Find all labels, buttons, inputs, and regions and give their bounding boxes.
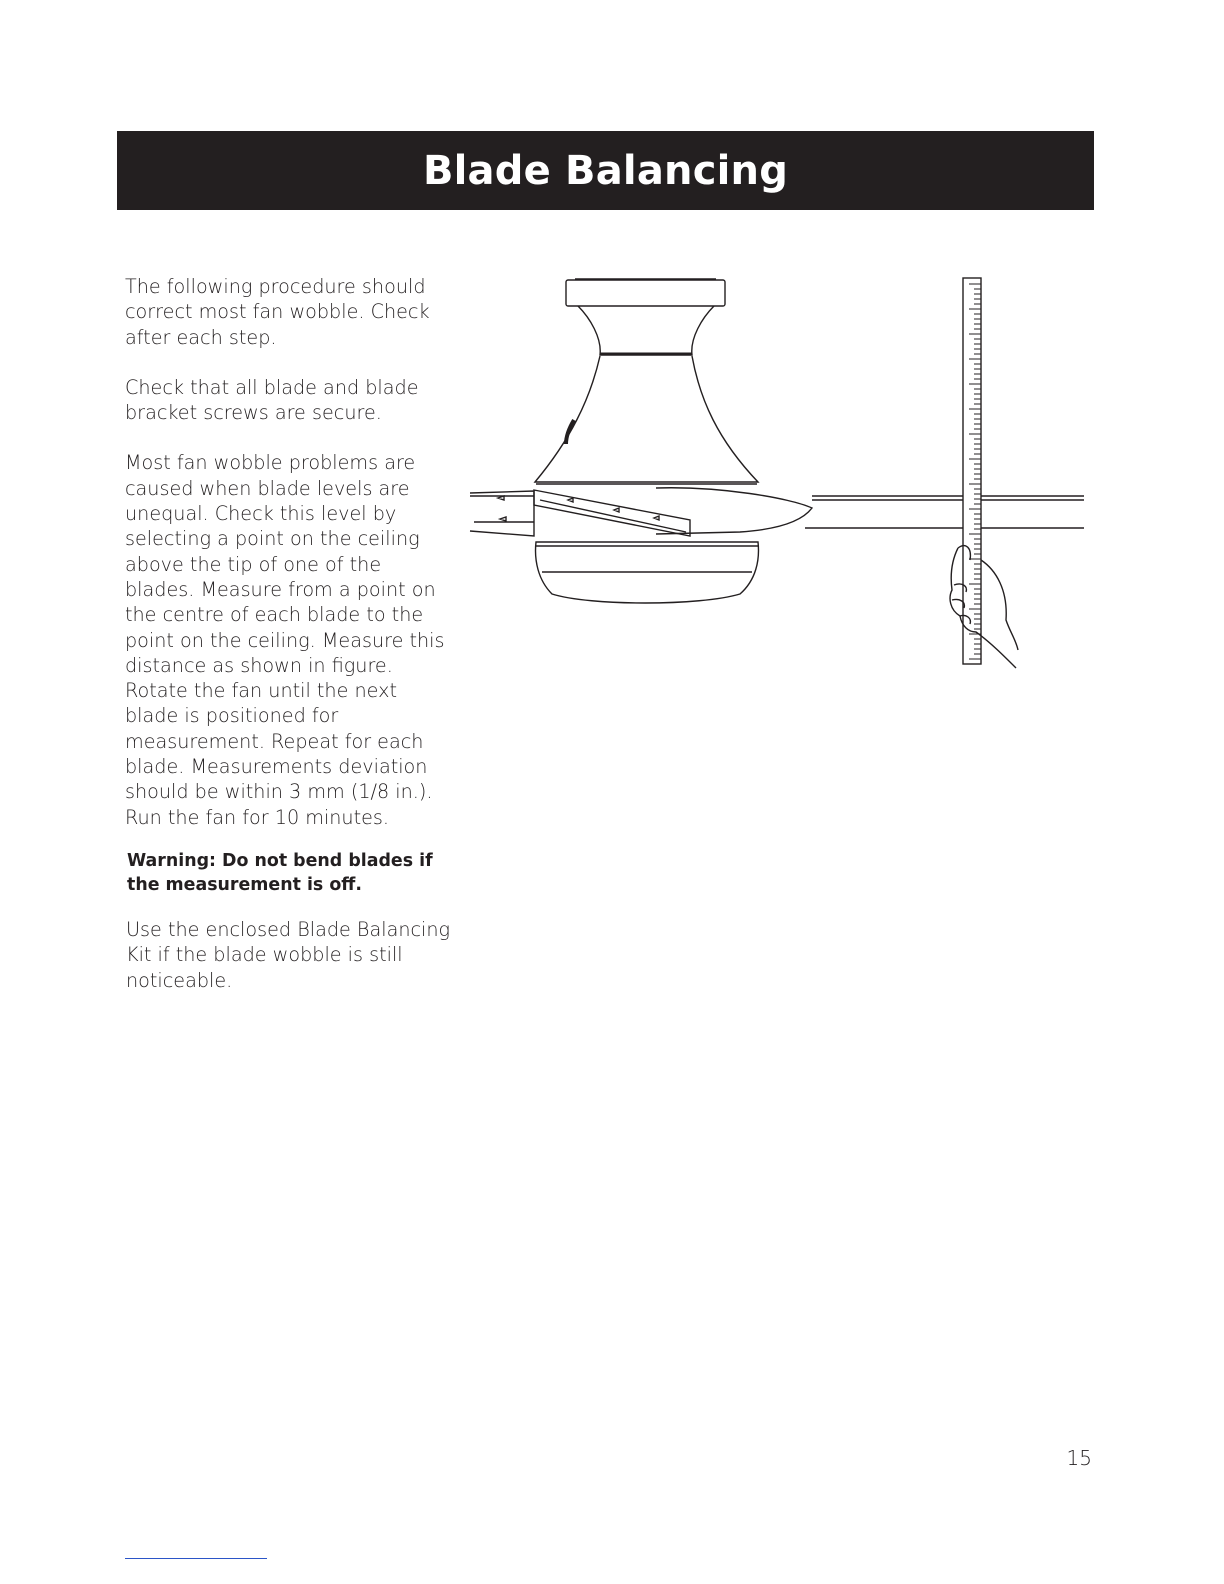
fan-blades	[470, 488, 1084, 536]
footnote-rule	[125, 1558, 267, 1559]
procedure-paragraph: Most fan wobble problems are caused when blade levels are unequal. Check this level by selecting a point on the ceiling above the tip of one of the blades. Measure from a point on the centre of each blade to the point on the ceiling. Measure this distance as shown in figure. Rotate the fan until the next blade is positioned for measurement. Repeat for each blade. Measurements deviation should be within 3 mm (1/8 in.). Run the fan for 10 minutes.	[125, 451, 445, 829]
fan-motor-housing	[535, 356, 758, 484]
measuring-ruler	[963, 278, 981, 664]
hand-illustration	[950, 546, 1018, 668]
page-number: 15	[1066, 1446, 1092, 1470]
screws-paragraph: Check that all blade and blade bracket screws are secure.	[125, 375, 419, 425]
fan-canopy	[566, 279, 725, 355]
page-title: Blade Balancing	[422, 147, 789, 194]
warning-text: Warning: Do not bend blades if the measurement is off.	[127, 850, 433, 895]
fan-balancing-figure	[466, 268, 1090, 680]
instructions-column	[125, 274, 455, 1018]
fan-light-kit	[536, 542, 759, 603]
title-bar	[117, 131, 1094, 210]
closing-paragraph: Use the enclosed Blade Balancing Kit if the blade wobble is still noticeable.	[126, 917, 451, 992]
intro-paragraph: The following procedure should correct most fan wobble. Check after each step.	[125, 275, 430, 349]
